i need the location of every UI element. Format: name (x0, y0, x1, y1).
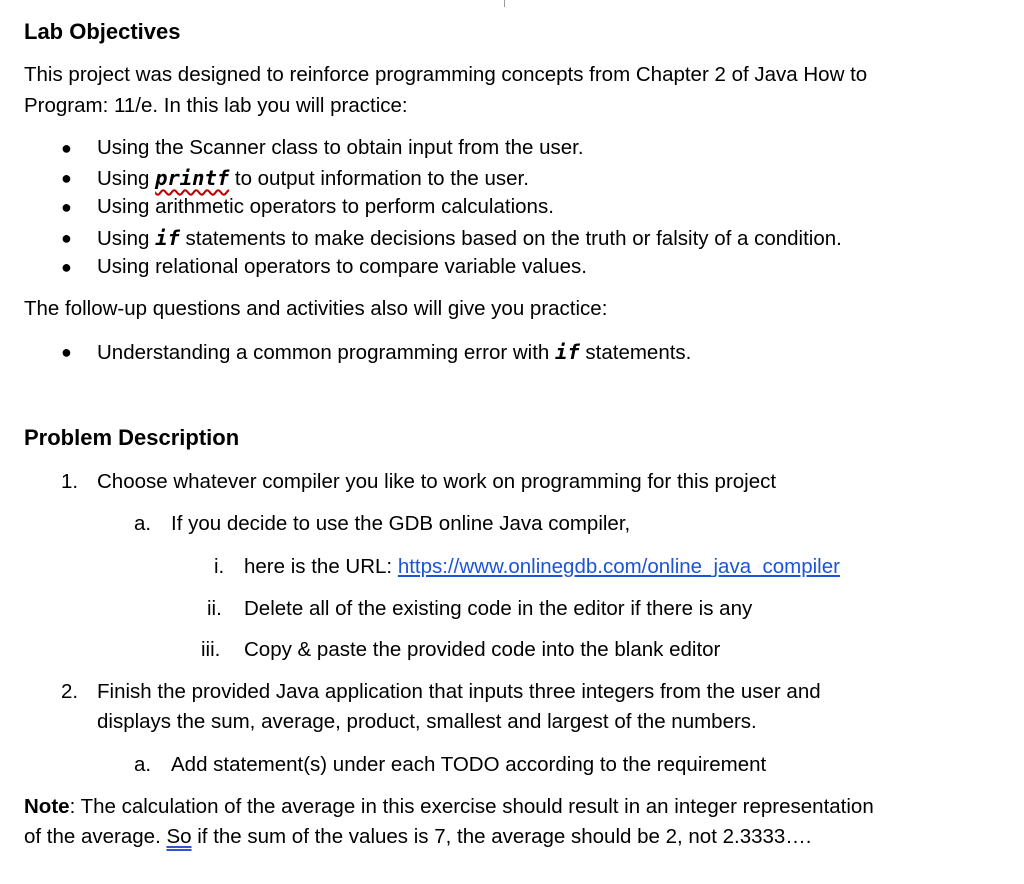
item-number: 1. (61, 470, 79, 493)
item-2-line-2: displays the sum, average, product, smallest and largest of the numbers. (97, 710, 757, 733)
followup-line: The follow-up questions and activities also will give you practice: (24, 297, 608, 320)
item-letter: a. (134, 512, 152, 535)
intro-line-1: This project was designed to reinforce programming concepts from Chapter 2 of Java How to (24, 63, 868, 86)
item-roman: ii. (207, 597, 222, 620)
item-1ai-text: here is the URL: https://www.onlinegdb.com/online_java_compiler (244, 555, 840, 578)
grammar-flag-so: So (166, 825, 192, 848)
bullet-dot: ● (61, 228, 72, 248)
heading-lab-objectives: Lab Objectives (24, 19, 181, 44)
bullet-dot: ● (61, 197, 72, 217)
item-roman: iii. (201, 638, 221, 661)
item-1a-text: If you decide to use the GDB online Java compiler, (171, 512, 631, 535)
bullet-relational: Using relational operators to compare variable values. (97, 255, 587, 278)
bullet-printf: Using printf to output information to the user. (97, 166, 529, 190)
note-line-2: of the average. So if the sum of the values is 7, the average should be 2, not 2.3333…. (24, 825, 812, 848)
heading-problem-description: Problem Description (24, 425, 240, 450)
code-if: if (555, 340, 580, 364)
bullet-scanner: Using the Scanner class to obtain input from the user. (97, 136, 584, 159)
item-2-line-1: Finish the provided Java application that inputs three integers from the user and (97, 680, 821, 703)
item-1-text: Choose whatever compiler you like to work on programming for this project (97, 470, 777, 493)
bullet-if: Using if statements to make decisions based on the truth or falsity of a condition. (97, 226, 842, 250)
note-line-1: Note: The calculation of the average in this exercise should result in an integer representation (24, 795, 874, 818)
intro-line-2: Program: 11/e. In this lab you will practice: (24, 94, 408, 117)
item-1aiii-text: Copy & paste the provided code into the blank editor (244, 638, 721, 661)
item-number: 2. (61, 680, 79, 703)
item-letter: a. (134, 753, 152, 776)
code-if: if (155, 226, 180, 250)
bullet-dot: ● (61, 257, 72, 277)
item-2a-text: Add statement(s) under each TODO according to the requirement (171, 753, 767, 776)
bullet-dot: ● (61, 138, 72, 158)
code-printf: printf (155, 166, 230, 190)
note-label: Note (24, 795, 70, 818)
bullet-dot: ● (61, 342, 72, 362)
item-roman: i. (214, 555, 225, 578)
item-1aii-text: Delete all of the existing code in the editor if there is any (244, 597, 753, 620)
bullet-arithmetic: Using arithmetic operators to perform calculations. (97, 195, 554, 218)
followup-bullet: Understanding a common programming error with if statements. (97, 340, 692, 364)
bullet-dot: ● (61, 168, 72, 188)
compiler-url-link[interactable]: https://www.onlinegdb.com/online_java_compiler (397, 555, 840, 578)
page-edge-mark (504, 0, 505, 7)
